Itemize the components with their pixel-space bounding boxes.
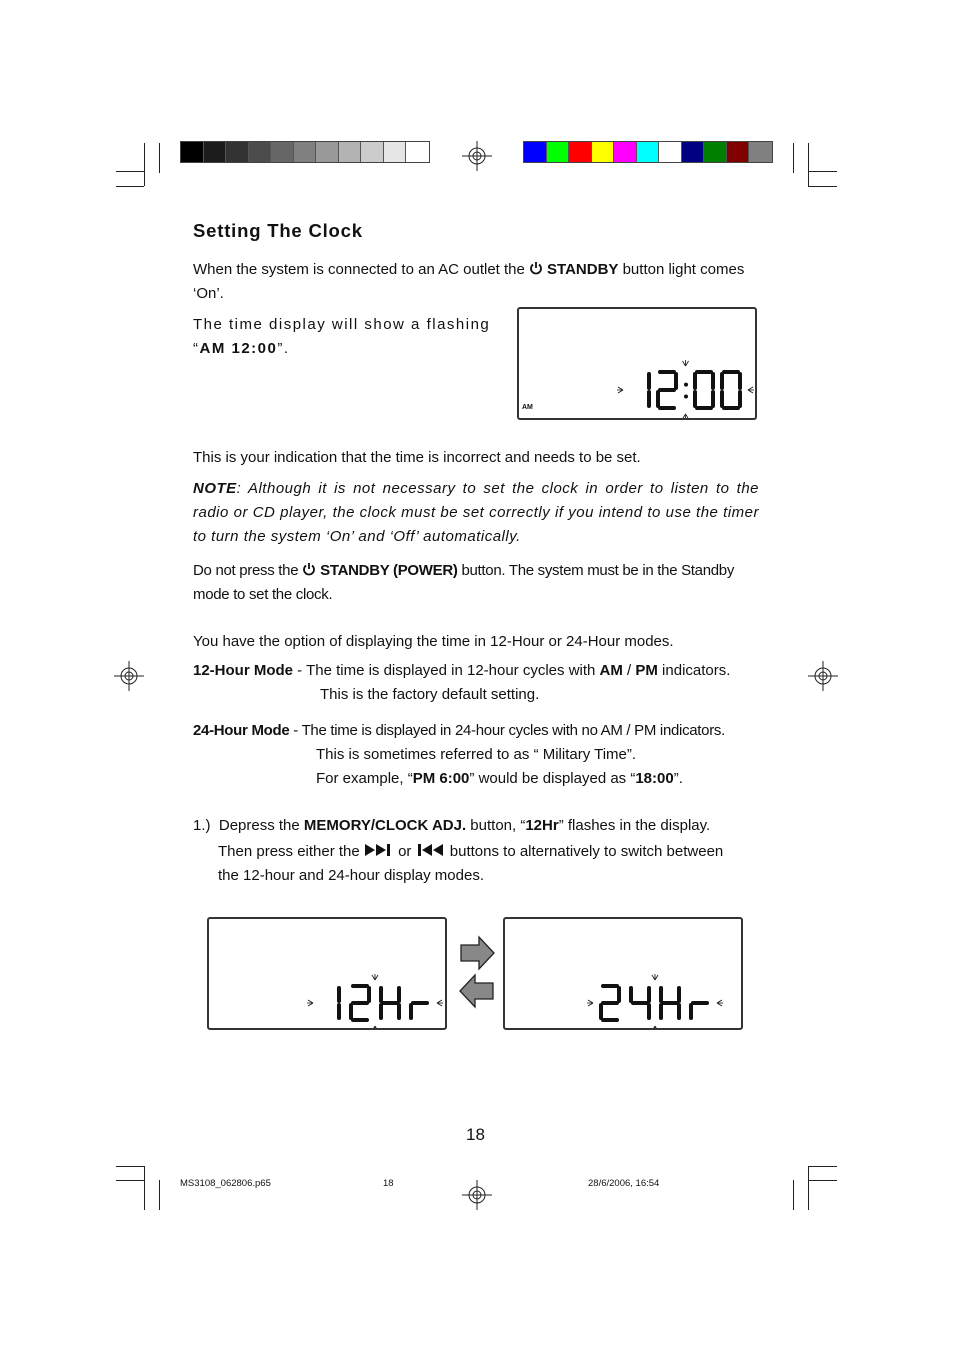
mode-24-line1: 24-Hour Mode - The time is displayed in 24-hour cycles with no AM / PM indicators.	[193, 722, 725, 739]
flash-indicator	[683, 414, 686, 418]
color-swatch	[749, 142, 772, 162]
color-swatch	[682, 142, 705, 162]
toggle-arrows-icon	[457, 935, 497, 1010]
crop-mark	[808, 1166, 809, 1210]
flash-indicator	[717, 1000, 722, 1003]
power-icon	[302, 562, 316, 576]
page-title: Setting The Clock	[193, 220, 363, 241]
intro-paragraph: When the system is connected to an AC outlet the STANDBY button light comes ‘On’.	[193, 261, 745, 302]
color-swatch	[294, 142, 317, 162]
color-swatch	[226, 142, 249, 162]
lcd-digits-1200	[617, 360, 754, 418]
color-swatch	[384, 142, 407, 162]
flash-indicator	[308, 1000, 313, 1003]
color-swatch	[339, 142, 362, 162]
crop-mark	[808, 143, 809, 186]
mode-12-line2: This is the factory default setting.	[320, 686, 540, 703]
grayscale-bar	[180, 141, 430, 163]
footer-date: 28/6/2006, 16:54	[588, 1178, 660, 1189]
flash-indicator	[686, 414, 689, 418]
registration-mark-icon	[114, 661, 144, 691]
color-swatch	[659, 142, 682, 162]
standby-warning: Do not press the STANDBY (POWER) button. The system must be in the Standby mode to set the clock.	[193, 562, 735, 603]
color-swatch	[547, 142, 570, 162]
crop-mark	[159, 143, 160, 173]
color-swatch	[524, 142, 547, 162]
crop-mark	[808, 186, 837, 187]
lcd-display-12hr	[207, 917, 447, 1030]
crop-mark	[808, 1166, 837, 1167]
flash-indicator	[655, 1026, 658, 1028]
lcd-display-clock	[517, 307, 757, 420]
note-paragraph: NOTE: Although it is not necessary to set the clock in order to listen to the radio or CD player, the clock must be set correctly if you intend to use the timer to turn the system ‘On’ and ‘Off’ automatically.	[193, 480, 759, 545]
color-swatch	[181, 142, 204, 162]
indication-paragraph: This is your indication that the time is incorrect and needs to be set.	[193, 449, 641, 466]
lcd-digits-24hr	[587, 974, 723, 1028]
display-description: The time display will show a flashing “AM 12:00”.	[193, 316, 491, 357]
color-swatch	[361, 142, 384, 162]
color-swatch	[249, 142, 272, 162]
registration-mark-icon	[462, 141, 492, 171]
flash-indicator	[588, 1003, 593, 1006]
flash-indicator	[683, 361, 686, 366]
flash-indicator	[308, 1003, 313, 1006]
skip-forward-icon	[364, 843, 394, 857]
crop-mark	[808, 171, 837, 172]
color-swatch	[406, 142, 429, 162]
mode-12-line1: 12-Hour Mode - The time is displayed in 12-hour cycles with AM / PM indicators.	[193, 662, 731, 679]
crop-mark	[144, 1166, 145, 1210]
flash-indicator	[588, 1000, 593, 1003]
flash-indicator	[437, 1000, 442, 1003]
flash-indicator	[618, 390, 623, 393]
lcd-digits-12hr	[307, 974, 443, 1028]
flash-indicator	[375, 1026, 378, 1028]
color-swatch	[592, 142, 615, 162]
flash-indicator	[652, 1026, 655, 1028]
lcd-colon	[684, 394, 688, 398]
skip-back-icon	[416, 843, 446, 857]
power-icon	[529, 261, 543, 275]
flash-indicator	[652, 975, 655, 980]
registration-mark-icon	[462, 1180, 492, 1210]
modes-paragraph: You have the option of displaying the time in 12-Hour or 24-Hour modes.	[193, 633, 674, 650]
step-1-line1: 1.) Depress the MEMORY/CLOCK ADJ. button, “12Hr” flashes in the display.	[193, 817, 711, 834]
crop-mark	[116, 186, 144, 187]
step-1-line2: Then press either the or buttons to alternatively to switch between	[218, 843, 724, 860]
color-swatch	[316, 142, 339, 162]
crop-mark	[793, 1180, 794, 1210]
color-swatch	[727, 142, 750, 162]
flash-indicator	[686, 361, 689, 366]
color-swatch	[704, 142, 727, 162]
lcd-colon	[684, 383, 688, 387]
crop-mark	[808, 1180, 837, 1181]
color-swatch	[204, 142, 227, 162]
crop-mark	[116, 1166, 144, 1167]
registration-mark-icon	[808, 661, 838, 691]
flash-indicator	[748, 390, 753, 393]
flash-indicator	[375, 975, 378, 980]
lcd-display-24hr	[503, 917, 743, 1030]
crop-mark	[159, 1180, 160, 1210]
flash-indicator	[655, 975, 658, 980]
mode-24-line2: This is sometimes referred to as “ Military Time”.	[316, 746, 637, 763]
color-bar	[523, 141, 773, 163]
crop-mark	[144, 143, 145, 186]
am-indicator: AM	[522, 404, 533, 411]
color-swatch	[569, 142, 592, 162]
crop-mark	[116, 171, 144, 172]
flash-indicator	[748, 387, 753, 390]
footer-page: 18	[383, 1178, 394, 1189]
flash-indicator	[717, 1003, 722, 1006]
step-1-line3: the 12-hour and 24-hour display modes.	[218, 867, 485, 884]
color-swatch	[271, 142, 294, 162]
page-number: 18	[466, 1125, 485, 1144]
flash-indicator	[618, 387, 623, 390]
mode-24-line3: For example, “PM 6:00” would be displayed as “18:00”.	[316, 770, 683, 787]
crop-mark	[793, 143, 794, 173]
flash-indicator	[372, 975, 375, 980]
flash-indicator	[437, 1003, 442, 1006]
footer-filename: MS3108_062806.p65	[180, 1178, 271, 1189]
crop-mark	[116, 1180, 144, 1181]
flash-indicator	[372, 1026, 375, 1028]
color-swatch	[637, 142, 660, 162]
color-swatch	[614, 142, 637, 162]
